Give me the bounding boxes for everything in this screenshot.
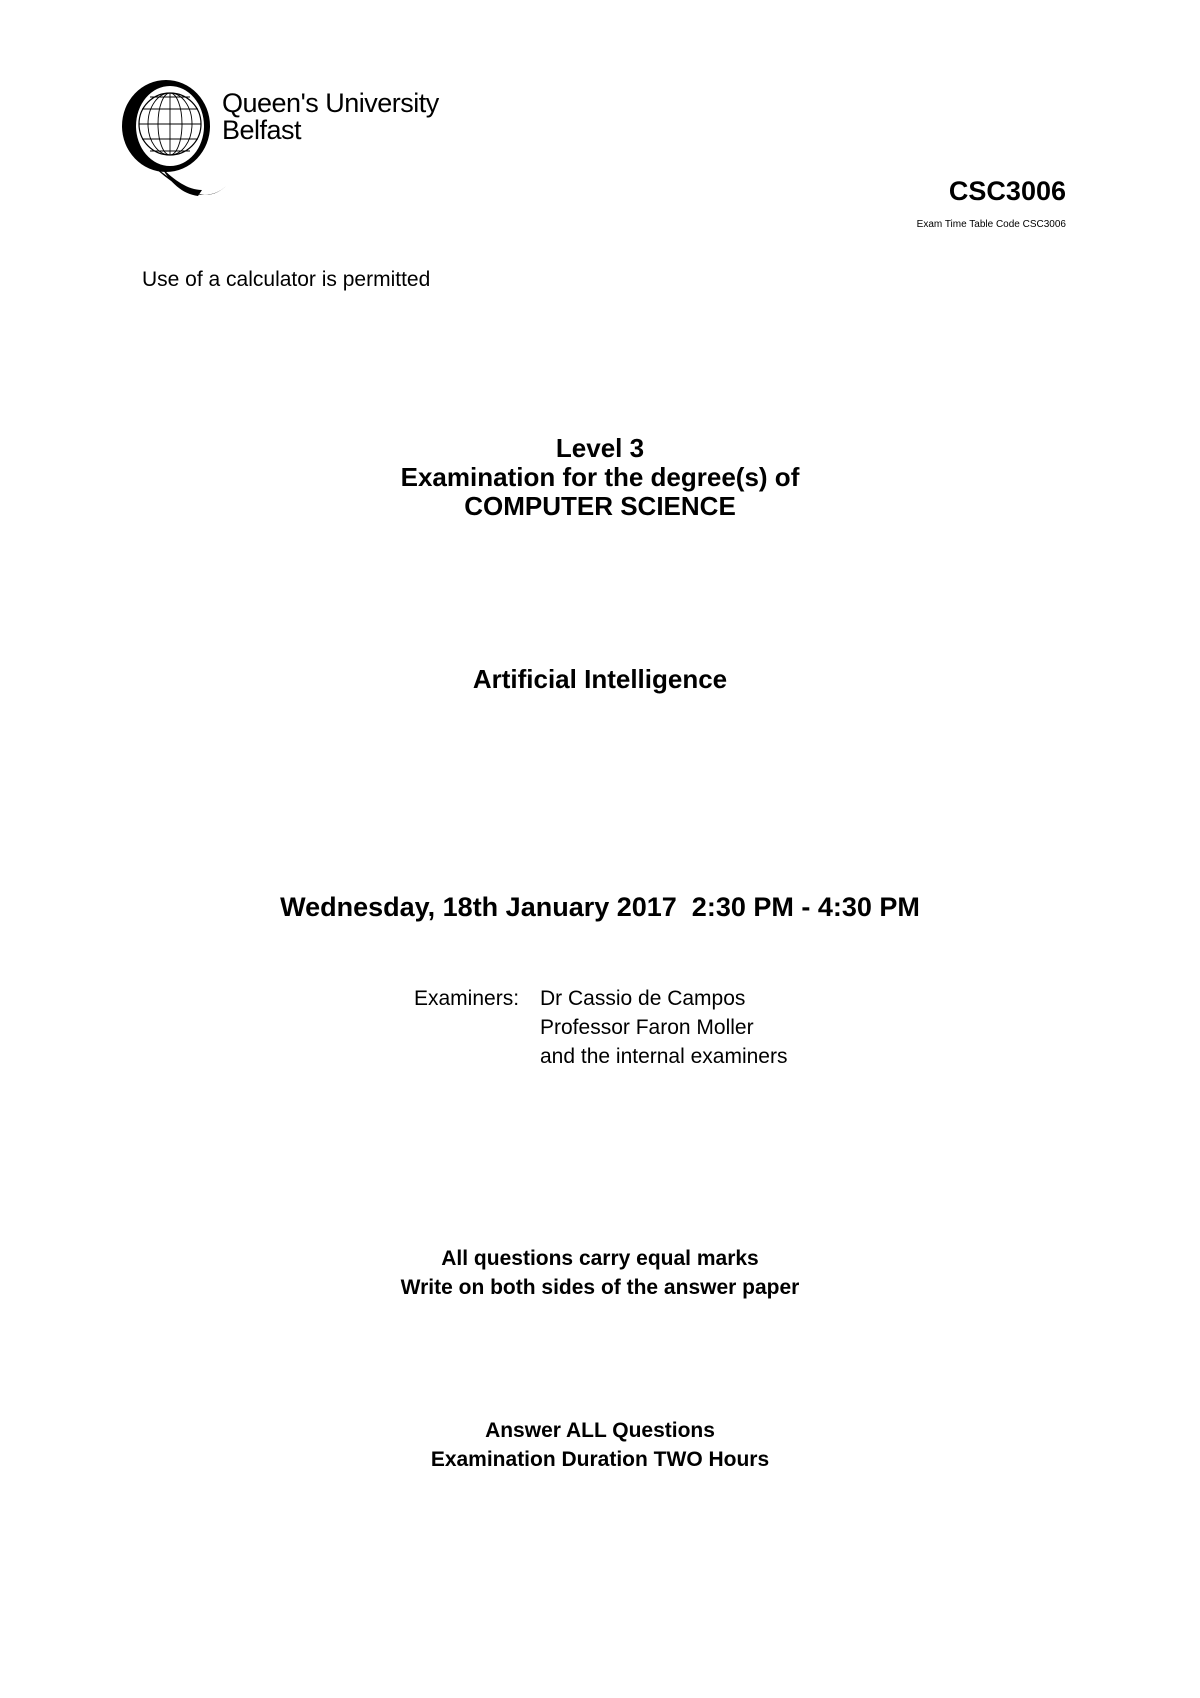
exam-level: Level 3 xyxy=(555,433,645,463)
examiner-name: Professor Faron Moller xyxy=(540,1016,754,1039)
exam-degree: COMPUTER SCIENCE xyxy=(464,491,736,521)
university-name-line1: Queen's University xyxy=(222,88,439,118)
exam-title-block xyxy=(0,434,1200,521)
examiners-label: Examiners: xyxy=(414,987,520,1010)
instruction-line: All questions carry equal marks xyxy=(441,1247,759,1270)
instruction-line: Write on both sides of the answer paper xyxy=(400,1276,800,1299)
course-code: CSC3006 xyxy=(948,176,1066,206)
university-logo xyxy=(118,76,458,206)
timetable-code: Exam Time Table Code CSC3006 xyxy=(916,219,1066,230)
examiners-names xyxy=(540,984,787,1071)
calculator-notice: Use of a calculator is permitted xyxy=(142,268,431,291)
queens-q-crest-icon xyxy=(118,76,230,204)
exam-degree-line: Examination for the degree(s) of xyxy=(400,462,800,492)
examiner-name: and the internal examiners xyxy=(540,1045,788,1068)
exam-subject: Artificial Intelligence xyxy=(472,664,728,694)
examiner-name: Dr Cassio de Campos xyxy=(540,987,746,1010)
university-name-line2: Belfast xyxy=(222,115,302,145)
answer-line: Answer ALL Questions xyxy=(485,1419,715,1442)
instructions-block xyxy=(0,1244,1200,1302)
exam-date-time: Wednesday, 18th January 2017 2:30 PM - 4:30 PM xyxy=(280,892,920,922)
duration-line: Examination Duration TWO Hours xyxy=(430,1448,770,1471)
answer-block xyxy=(0,1416,1200,1474)
